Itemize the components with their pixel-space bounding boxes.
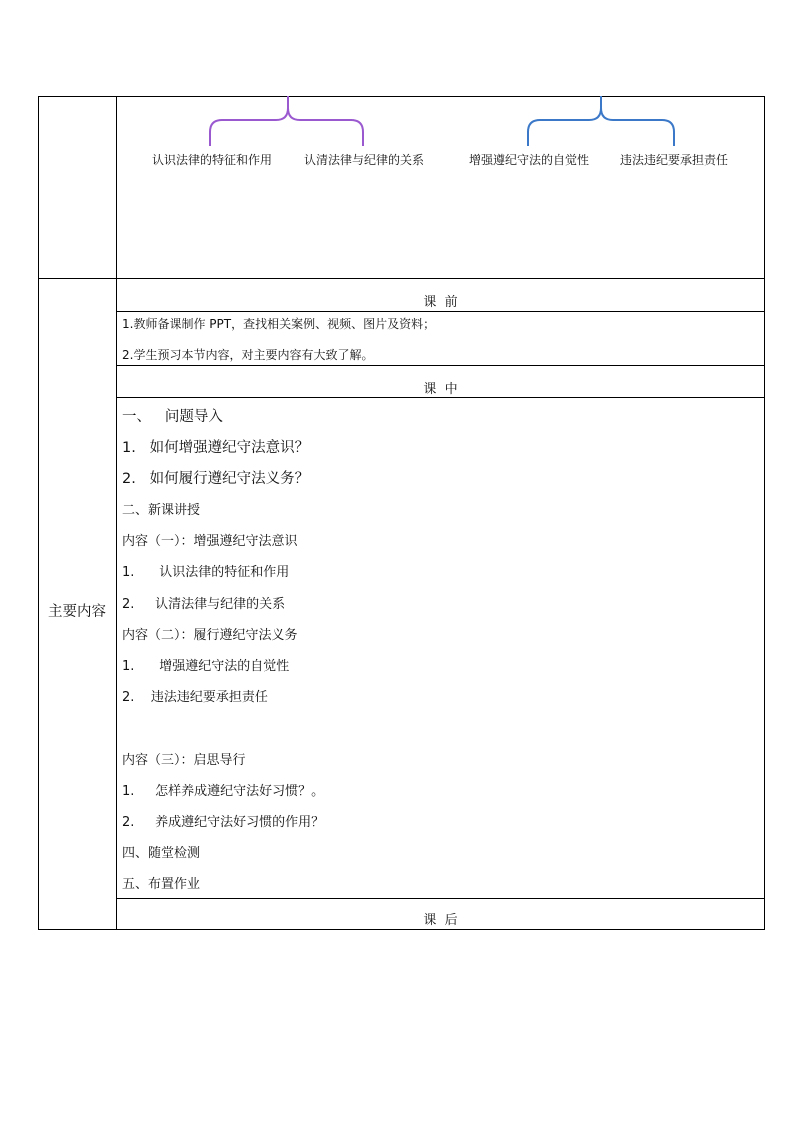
before-item-2: 2.学生预习本节内容，对主要内容有大致了解。: [122, 348, 374, 362]
mind-node-law-features: 认识法律的特征和作用: [152, 153, 273, 167]
left-bracket: [210, 96, 363, 146]
mind-map-diagram: [0, 0, 794, 300]
section-homework: 五、布置作业: [122, 877, 201, 892]
content-2-item-2: 2. 违法违纪要承担责任: [122, 690, 268, 705]
content-1-item-1: 1. 认识法律的特征和作用: [122, 565, 290, 580]
section-quiz: 四、随堂检测: [122, 846, 201, 861]
right-bracket: [528, 96, 674, 146]
before-class-heading: 课 前: [423, 295, 458, 310]
content-2-item-1: 1. 增强遵纪守法的自觉性: [122, 659, 290, 674]
question-2: 2. 如何履行遵纪守法义务？: [122, 471, 310, 487]
in-heading-divider: [116, 397, 765, 398]
content-3-item-1: 1. 怎样养成遵纪守法好习惯？。: [122, 784, 325, 799]
after-divider: [116, 898, 765, 899]
after-class-heading: 课 后: [423, 913, 458, 928]
before-item-1: 1.教师备课制作 PPT，查找相关案例、视频、图片及资料；: [122, 317, 436, 331]
mind-node-responsibility: 违法违纪要承担责任: [620, 153, 729, 167]
section-intro: 一、 问题导入: [122, 409, 223, 425]
main-content-label: 主要内容: [48, 604, 106, 620]
table-bottom-border: [38, 929, 765, 930]
mind-node-self-awareness: 增强遵纪守法的自觉性: [469, 153, 590, 167]
content-3-title: 内容（三）：启思导行: [122, 753, 246, 768]
content-2-title: 内容（二）：履行遵纪守法义务: [122, 628, 298, 643]
section-new-lesson: 二、新课讲授: [122, 503, 201, 518]
content-3-item-2: 2. 养成遵纪守法好习惯的作用？: [122, 815, 325, 830]
before-heading-divider: [116, 311, 765, 312]
before-items-divider: [116, 365, 765, 366]
in-class-heading: 课 中: [423, 382, 458, 397]
question-1: 1. 如何增强遵纪守法意识？: [122, 440, 310, 456]
content-1-item-2: 2. 认清法律与纪律的关系: [122, 597, 286, 612]
mind-node-law-discipline: 认清法律与纪律的关系: [304, 153, 425, 167]
content-1-title: 内容（一）：增强遵纪守法意识: [122, 534, 298, 549]
